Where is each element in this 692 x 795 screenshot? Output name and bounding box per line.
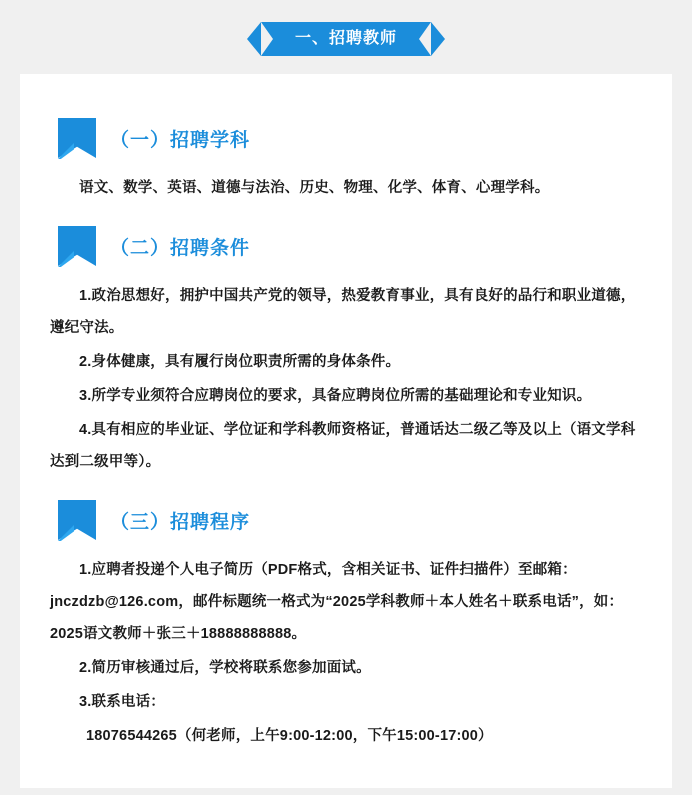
- paragraph: 4.具有相应的毕业证、学位证和学科教师资格证，普通话达二级乙等及以上（语文学科达到二级甲等）。: [50, 422, 636, 470]
- paragraph: 语文、数学、英语、道德与法治、历史、物理、化学、体育、心理学科。: [79, 180, 550, 196]
- paragraph: 2.简历审核通过后，学校将联系您参加面试。: [79, 660, 371, 676]
- paragraph: 2.身体健康，具有履行岗位职责所需的身体条件。: [79, 354, 401, 370]
- banner-right-notch-icon: [419, 22, 431, 56]
- section-conditions: [50, 226, 642, 478]
- paragraph: 3.所学专业须符合应聘岗位的要求，具备应聘岗位所需的基础理论和专业知识。: [79, 388, 592, 404]
- section-heading: [58, 500, 642, 540]
- banner-container: [0, 0, 692, 56]
- section-banner: [261, 22, 431, 56]
- banner-title: 一、招聘教师: [294, 30, 397, 47]
- flag-icon: [58, 500, 96, 540]
- paragraph: 1.应聘者投递个人电子简历（PDF格式，含相关证书、证件扫描件）至邮箱：jnczdzb@126.com，邮件标题统一格式为“2025学科教师＋本人姓名＋联系电话”，如：2025语文教师＋张三＋18888888888。: [50, 562, 624, 642]
- section-title: （三）招聘程序: [110, 511, 251, 533]
- content-card: [20, 74, 672, 788]
- section-heading: [58, 226, 642, 266]
- section-title: （一）招聘学科: [110, 129, 251, 151]
- contact-phone-line: 18076544265（何老师，上午9:00-12:00，下午15:00-17:00）: [86, 728, 493, 744]
- flag-icon: [58, 226, 96, 266]
- section-procedure: [50, 500, 642, 752]
- section-title: （二）招聘条件: [110, 237, 251, 259]
- section-heading: [58, 118, 642, 158]
- banner-left-notch-icon: [261, 22, 273, 56]
- paragraph: 1.政治思想好，拥护中国共产党的领导，热爱教育事业，具有良好的品行和职业道德，遵纪守法。: [50, 288, 636, 336]
- section-subjects: [50, 118, 642, 204]
- paragraph: 3.联系电话：: [79, 694, 165, 710]
- flag-icon: [58, 118, 96, 158]
